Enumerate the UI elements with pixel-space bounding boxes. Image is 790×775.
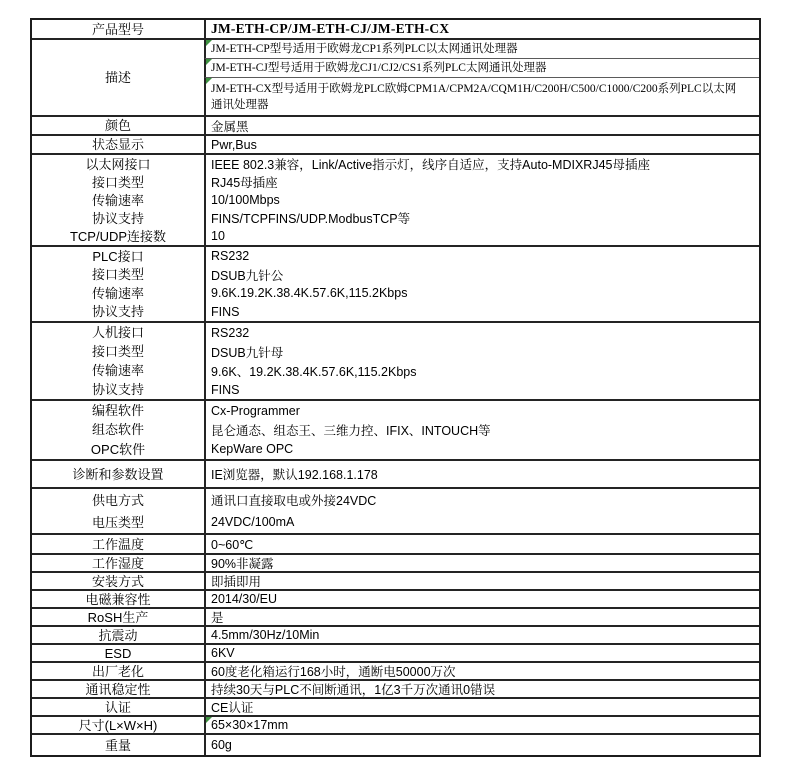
spec-section <box>32 487 759 533</box>
spec-section <box>32 20 759 38</box>
spec-label: 接口类型 <box>91 174 144 190</box>
spec-value: DSUB九针公 <box>204 266 759 285</box>
spec-value: KepWare OPC <box>204 440 759 459</box>
green-corner-marker <box>206 40 212 46</box>
spec-label: 电压类型 <box>91 514 144 530</box>
spec-table <box>30 18 761 757</box>
spec-desc-text: JM-ETH-CJ型号适用于欧姆龙CJ1/CJ2/CS1系列PLC太网通讯处理器 <box>211 62 547 74</box>
spec-value: 65×30×17mm <box>204 717 759 733</box>
spec-value: 10 <box>204 227 759 245</box>
spec-section <box>32 321 759 399</box>
spec-label: 工作湿度 <box>91 555 144 571</box>
spec-value: RS232 <box>204 323 759 342</box>
spec-value: 9.6K.19.2K.38.4K.57.6K,115.2Kbps <box>204 284 759 303</box>
spec-label: 重量 <box>104 737 131 753</box>
spec-desc-text: JM-ETH-CP型号适用于欧姆龙CP1系列PLC以太网通讯处理器 <box>211 43 518 55</box>
spec-label: 产品型号 <box>91 21 144 37</box>
spec-section <box>32 679 759 697</box>
spec-value: 2014/30/EU <box>204 591 759 607</box>
spec-value: 是 <box>204 609 759 625</box>
spec-value: 60g <box>204 735 759 755</box>
spec-section <box>32 399 759 459</box>
spec-value: FINS <box>204 303 759 322</box>
spec-section <box>32 134 759 153</box>
spec-value: Pwr,Bus <box>204 136 759 153</box>
spec-section <box>32 643 759 661</box>
spec-label: 安装方式 <box>91 573 144 589</box>
spec-label: 描述 <box>104 70 131 85</box>
spec-label: 认证 <box>104 699 131 715</box>
green-corner-marker <box>206 59 212 65</box>
spec-value: 4.5mm/30Hz/10Min <box>204 627 759 643</box>
spec-label: 接口类型 <box>91 267 144 283</box>
spec-label: 人机接口 <box>91 325 144 340</box>
spec-label: 协议支持 <box>91 382 144 397</box>
spec-section <box>32 553 759 571</box>
spec-label: OPC软件 <box>90 441 146 457</box>
spec-section <box>32 571 759 589</box>
spec-value: 0~60℃ <box>204 535 759 553</box>
spec-value: 90%非凝露 <box>204 555 759 571</box>
spec-label: 编程软件 <box>91 403 144 419</box>
spec-label: 状态显示 <box>91 137 144 152</box>
spec-value: FINS <box>204 380 759 399</box>
spec-section <box>32 697 759 715</box>
spec-label: 接口类型 <box>91 344 144 359</box>
spec-value: 持续30天与PLC不间断通讯，1亿3千万次通讯0错误 <box>204 681 759 697</box>
spec-section <box>32 245 759 321</box>
spec-value: CE认证 <box>204 699 759 715</box>
spec-section <box>32 625 759 643</box>
spec-label: ESD <box>104 645 132 661</box>
spec-desc-text: JM-ETH-CX型号适用于欧姆龙PLC欧姆CPM1A/CPM2A/CQM1H/C200H/C500/C1000/C200系列PLC以太网通讯处理器 <box>211 82 737 111</box>
spec-section <box>32 607 759 625</box>
spec-value: JM-ETH-CP/JM-ETH-CJ/JM-ETH-CX <box>204 20 759 38</box>
spec-value: 10/100Mbps <box>204 191 759 209</box>
spec-value: 即插即用 <box>204 573 759 589</box>
spec-label: TCP/UDP连接数 <box>69 228 167 244</box>
spec-label: 协议支持 <box>91 210 144 226</box>
spec-value: 昆仑通态、组态王、三维力控、IFIX、INTOUCH等 <box>204 420 759 439</box>
green-corner-marker <box>206 717 212 723</box>
spec-label: 组态软件 <box>91 422 144 438</box>
spec-label: 电磁兼容性 <box>85 591 151 607</box>
spec-value: 60度老化箱运行168小时，通断电50000万次 <box>204 663 759 679</box>
spec-value: Cx-Programmer <box>204 401 759 420</box>
spec-label: 以太网接口 <box>85 156 151 172</box>
spec-label: 供电方式 <box>91 492 144 508</box>
spec-label: 出厂老化 <box>91 663 144 679</box>
spec-value: 通讯口直接取电或外接24VDC <box>204 489 759 511</box>
spec-value: RJ45母插座 <box>204 173 759 191</box>
spec-value: IE浏览器，默认192.168.1.178 <box>204 461 759 487</box>
spec-section <box>32 153 759 245</box>
spec-section <box>32 715 759 733</box>
spec-value: IEEE 802.3兼容，Link/Active指示灯，线序自适应，支持Auto-MDIXRJ45母插座 <box>204 155 759 173</box>
spec-value: 9.6K、19.2K.38.4K.57.6K,115.2Kbps <box>204 361 759 380</box>
spec-label: 传输速率 <box>91 285 144 301</box>
spec-label: 尺寸(L×W×H) <box>78 717 158 733</box>
spec-section <box>32 733 759 755</box>
spec-value: DSUB九针母 <box>204 342 759 361</box>
spec-section <box>32 589 759 607</box>
spec-section <box>32 38 759 115</box>
green-corner-marker <box>206 78 212 84</box>
spec-label: 诊断和参数设置 <box>72 466 164 482</box>
spec-label: 传输速率 <box>91 192 144 208</box>
spec-section <box>32 459 759 487</box>
spec-label: 工作温度 <box>91 536 144 552</box>
spec-section <box>32 661 759 679</box>
spec-label: 协议支持 <box>91 304 144 320</box>
spec-label: RoSH生产 <box>87 609 149 625</box>
spec-value: 24VDC/100mA <box>204 511 759 533</box>
spec-label: 传输速率 <box>91 363 144 378</box>
spec-value: 金属黑 <box>204 117 759 134</box>
spec-label: 抗震动 <box>98 627 138 643</box>
spec-desc-line <box>204 40 759 58</box>
spec-value: RS232 <box>204 247 759 266</box>
spec-label: 颜色 <box>104 118 131 133</box>
spec-section <box>32 533 759 553</box>
spec-desc-line <box>204 58 759 77</box>
spec-value: 6KV <box>204 645 759 661</box>
spec-value: FINS/TCPFINS/UDP.ModbusTCP等 <box>204 209 759 227</box>
spec-section <box>32 115 759 134</box>
spec-label: PLC接口 <box>92 248 144 264</box>
spec-desc-line <box>204 77 759 115</box>
spec-label: 通讯稳定性 <box>85 681 151 697</box>
